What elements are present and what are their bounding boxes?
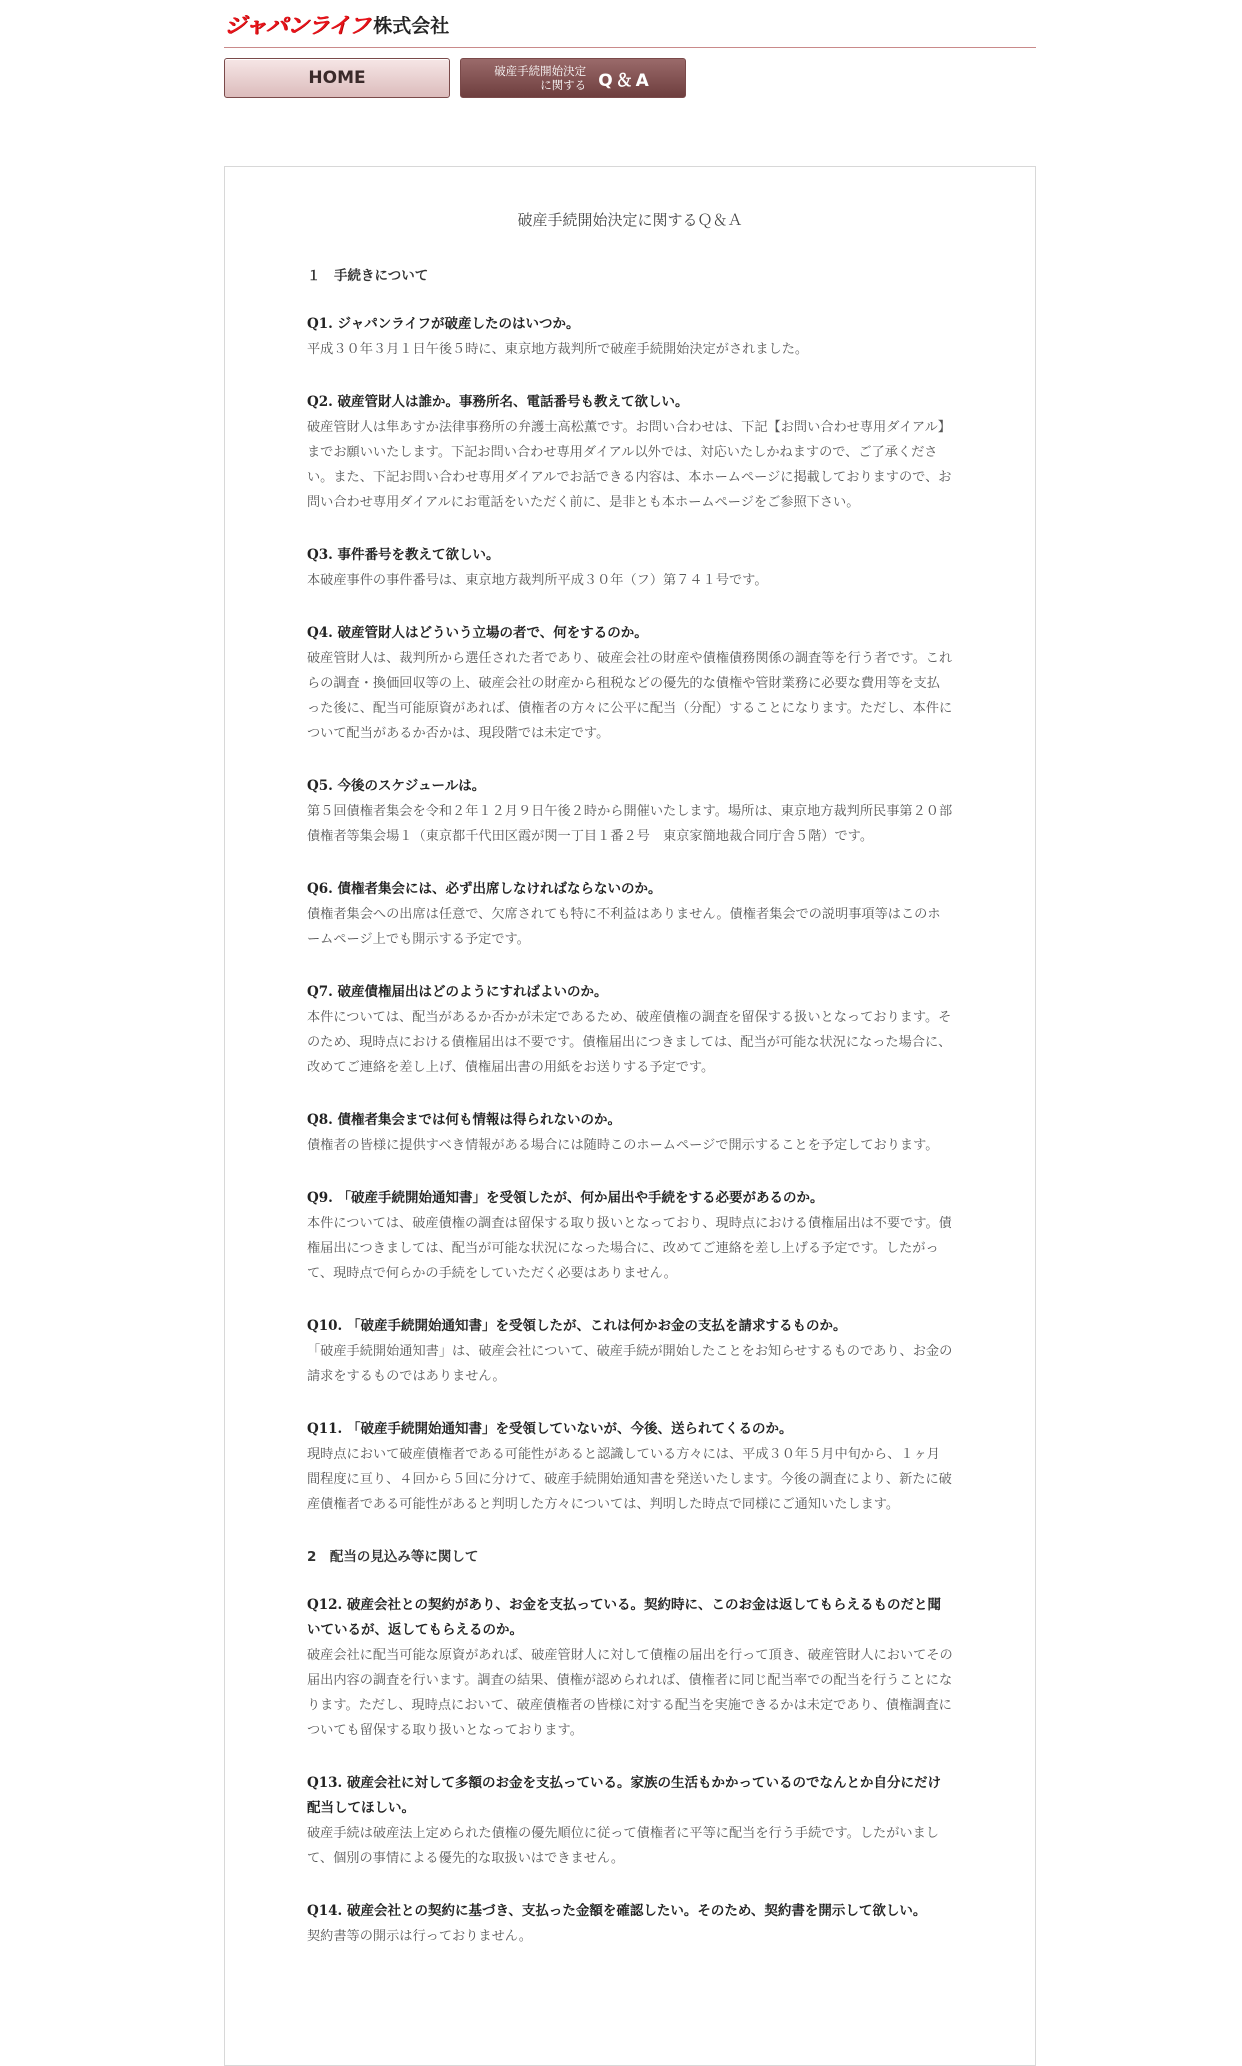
question-text: Q5. 今後のスケジュールは。 xyxy=(307,778,486,794)
qa-item xyxy=(307,312,953,362)
qa-nav-subtitle-line1: 破産手続開始決定 xyxy=(494,64,587,78)
answer-text: 破産会社に配当可能な原資があれば、破産管財人に対して債権の届出を行って頂き、破産管財人においてその届出内容の調査を行います。調査の結果、債権が認められれば、債権者に同じ配当率での配当を行うことになります。ただし、現時点において、破産債権者の皆様に対する配当を実施できるかは未定であり、債権調査についても留保する取り扱いとなっております。 xyxy=(307,1648,953,1738)
section-title: 2 配当の見込み等に関して xyxy=(307,1549,479,1565)
question-text: Q3. 事件番号を教えて欲しい。 xyxy=(307,547,500,563)
question-text: Q4. 破産管財人はどういう立場の者で、何をするのか。 xyxy=(307,625,648,641)
answer-text: 本件については、配当があるか否かが未定であるため、破産債権の調査を留保する扱いとなっております。そのため、現時点における債権届出は不要です。債権届出につきましては、配当が可能な状況になった場合に、改めてご連絡を差し上げ、債権届出書の用紙をお送りする予定です。 xyxy=(307,1010,952,1075)
qa-item xyxy=(307,1108,953,1158)
answer-text: 平成３０年３月１日午後５時に、東京地方裁判所で破産手続開始決定がされました。 xyxy=(307,342,809,357)
qa-item xyxy=(307,1314,953,1389)
content-panel xyxy=(224,166,1036,2066)
qa-item xyxy=(307,1771,953,1871)
question-text: Q9. 「破産手続開始通知書」を受領したが、何か届出や手続をする必要があるのか。 xyxy=(307,1190,824,1206)
question-text: Q13. 破産会社に対して多額のお金を支払っている。家族の生活もかかっているのでなんとか自分にだけ配当してほしい。 xyxy=(307,1775,941,1816)
logo-corp-text: 株式会社 xyxy=(373,14,450,37)
answer-text: 債権者集会への出席は任意で、欠席されても特に不利益はありません。債権者集会での説明事項等はこのホームページ上でも開示する予定です。 xyxy=(307,907,941,947)
question-text: Q11. 「破産手続開始通知書」を受領していないが、今後、送られてくるのか。 xyxy=(307,1421,793,1437)
question-text: Q14. 破産会社との契約に基づき、支払った金額を確認したい。そのため、契約書を開示して欲しい。 xyxy=(307,1903,927,1919)
answer-text: 「破産手続開始通知書」は、破産会社について、破産手続が開始したことをお知らせするものであり、お金の請求をするものではありません。 xyxy=(307,1344,953,1384)
qa-item xyxy=(307,877,953,952)
answer-text: 第５回債権者集会を令和２年１２月９日午後２時から開催いたします。場所は、東京地方裁判所民事第２０部債権者等集会場１（東京都千代田区霞が関一丁目１番２号 東京家簡地裁合同庁舎５階）です。 xyxy=(307,804,953,844)
answer-text: 破産管財人は、裁判所から選任された者であり、破産会社の財産や債権債務関係の調査等を行う者です。これらの調査・換価回収等の上、破産会社の財産から租税などの優先的な債権や管財業務に必要な費用等を支払った後に、配当可能原資があれば、債権者の方々に公平に配当（分配）することになります。ただし、本件について配当があるか否かは、現段階では未定です。 xyxy=(307,651,953,741)
qa-item xyxy=(307,1417,953,1517)
answer-text: 本件については、破産債権の調査は留保する取り扱いとなっており、現時点における債権届出は不要です。債権届出につきましては、配当が可能な状況になった場合に、改めてご連絡を差し上げる予定です。したがって、現時点で何らかの手続をしていただく必要はありません。 xyxy=(307,1216,952,1281)
qa-container xyxy=(307,209,953,1977)
answer-text: 契約書等の開示は行っておりません。 xyxy=(307,1929,532,1944)
company-logo[interactable] xyxy=(224,10,449,38)
qa-nav-subtitle xyxy=(494,64,586,92)
answer-text: 破産管財人は隼あすか法律事務所の弁護士高松薫です。お問い合わせは、下記【お問い合わせ専用ダイアル】までお願いいたします。下記お問い合わせ専用ダイアル以外では、対応いたしかねますので、ご了承ください。また、下記お問い合わせ専用ダイアルでお話できる内容は、本ホームページに掲載しておりますので、お問い合わせ専用ダイアルにお電話をいただく前に、是非とも本ホームページをご参照下さい。 xyxy=(307,420,952,510)
question-text: Q7. 破産債権届出はどのようにすればよいのか。 xyxy=(307,984,608,1000)
qa-item xyxy=(307,980,953,1080)
question-text: Q10. 「破産手続開始通知書」を受領したが、これは何かお金の支払を請求するものか。 xyxy=(307,1318,847,1334)
qa-sections xyxy=(307,264,953,1949)
qa-item xyxy=(307,543,953,593)
header-divider xyxy=(224,47,1036,48)
question-text: Q6. 債権者集会には、必ず出席しなければならないのか。 xyxy=(307,881,662,897)
answer-text: 破産手続は破産法上定められた債権の優先順位に従って債権者に平等に配当を行う手続です。したがいまして、個別の事情による優先的な取扱いはできません。 xyxy=(307,1826,939,1866)
answer-text: 債権者の皆様に提供すべき情報がある場合には随時このホームページで開示することを予定しております。 xyxy=(307,1138,939,1153)
qa-item xyxy=(307,1593,953,1743)
section-title: １ 手続きについて xyxy=(307,268,429,284)
question-text: Q2. 破産管財人は誰か。事務所名、電話番号も教えて欲しい。 xyxy=(307,394,689,410)
question-text: Q8. 債権者集会までは何も情報は得られないのか。 xyxy=(307,1112,622,1128)
qa-item xyxy=(307,1186,953,1286)
qa-item xyxy=(307,390,953,515)
logo-brand-text: ジャパンライフ xyxy=(224,13,370,39)
qa-item xyxy=(307,774,953,849)
answer-text: 現時点において破産債権者である可能性があると認識している方々には、平成３０年５月中旬から、１ヶ月間程度に亘り、４回から５回に分けて、破産手続開始通知書を発送いたします。今後の調査により、新たに破産債権者である可能性があると判明した方々については、判明した時点で同様にご通知いたします。 xyxy=(307,1447,952,1512)
home-nav-button[interactable] xyxy=(224,58,450,98)
qa-nav-button[interactable] xyxy=(460,58,686,98)
qa-nav-subtitle-line2: に関する xyxy=(540,78,587,92)
page-title: 破産手続開始決定に関するＱ＆Ａ xyxy=(517,211,743,229)
question-text: Q1. ジャパンライフが破産したのはいつか。 xyxy=(307,316,580,332)
qa-item xyxy=(307,621,953,746)
qa-item xyxy=(307,1899,953,1949)
answer-text: 本破産事件の事件番号は、東京地方裁判所平成３０年（フ）第７４１号です。 xyxy=(307,573,768,588)
home-nav-label: HOME xyxy=(308,68,366,88)
qa-nav-label: Q＆A xyxy=(598,70,652,91)
site-header xyxy=(224,0,1036,100)
question-text: Q12. 破産会社との契約があり、お金を支払っている。契約時に、このお金は返してもらえるものだと聞いているが、返してもらえるのか。 xyxy=(307,1597,941,1638)
